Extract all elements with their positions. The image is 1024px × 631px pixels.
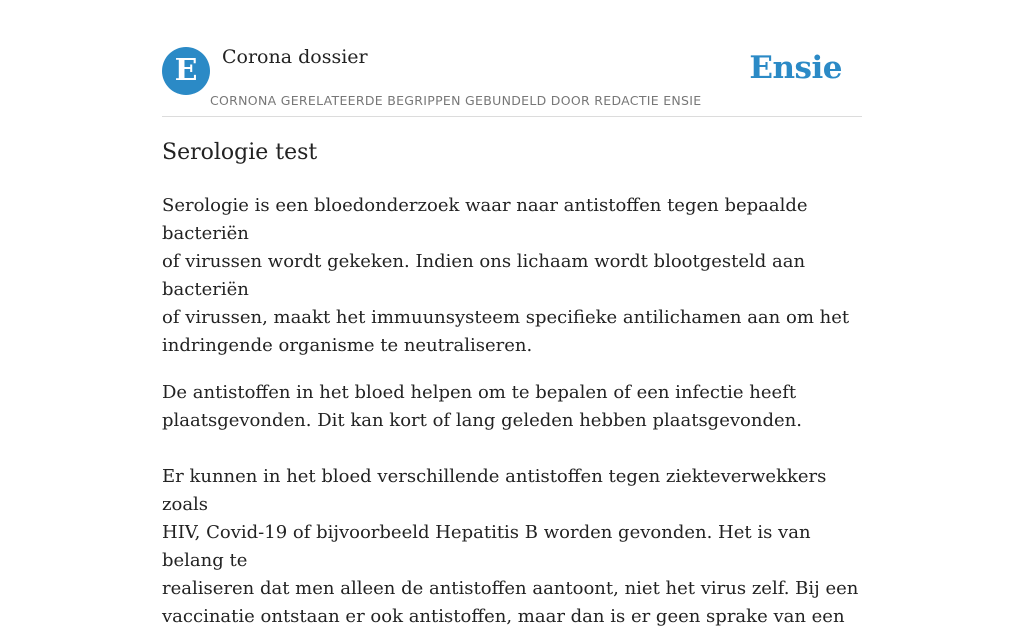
paragraph: De antistoffen in het bloed helpen om te bepalen of een infectie heeft plaatsgevonden. Dit kan kort of lang geleden hebben plaatsgevonden. (162, 382, 802, 431)
page-container (162, 0, 862, 627)
ensie-logo-badge[interactable]: E (162, 47, 210, 95)
dossier-subtitle: CORNONA GERELATEERDE BEGRIPPEN GEBUNDELD DOOR REDACTIE ENSIE (210, 93, 702, 108)
paragraph: Serologie is een bloedonderzoek waar naar antistoffen tegen bepaalde bacteriën of virussen wordt gekeken. Indien ons lichaam wordt blootgesteld aan bacteriën of virussen, maakt het immuunsysteem specifieke antilichamen aan om het indringende organisme te neutraliseren. (162, 195, 850, 356)
site-header (162, 0, 862, 117)
entry-body (162, 192, 862, 631)
dossier-title[interactable]: Corona dossier (222, 46, 368, 68)
ensie-brand-logo[interactable]: Ensie (749, 50, 842, 86)
paragraph: Er kunnen in het bloed verschillende antistoffen tegen ziekteverwekkers zoals HIV, Covid-19 of bijvoorbeeld Hepatitis B worden gevonden. Het is van belang te realiseren dat men alleen de antistoffen aantoont, niet het virus zelf. Bij een vaccinatie ontstaan er ook antistoffen, maar dan is er geen sprake van een (162, 466, 859, 627)
entry-title: Serologie test (162, 140, 318, 165)
